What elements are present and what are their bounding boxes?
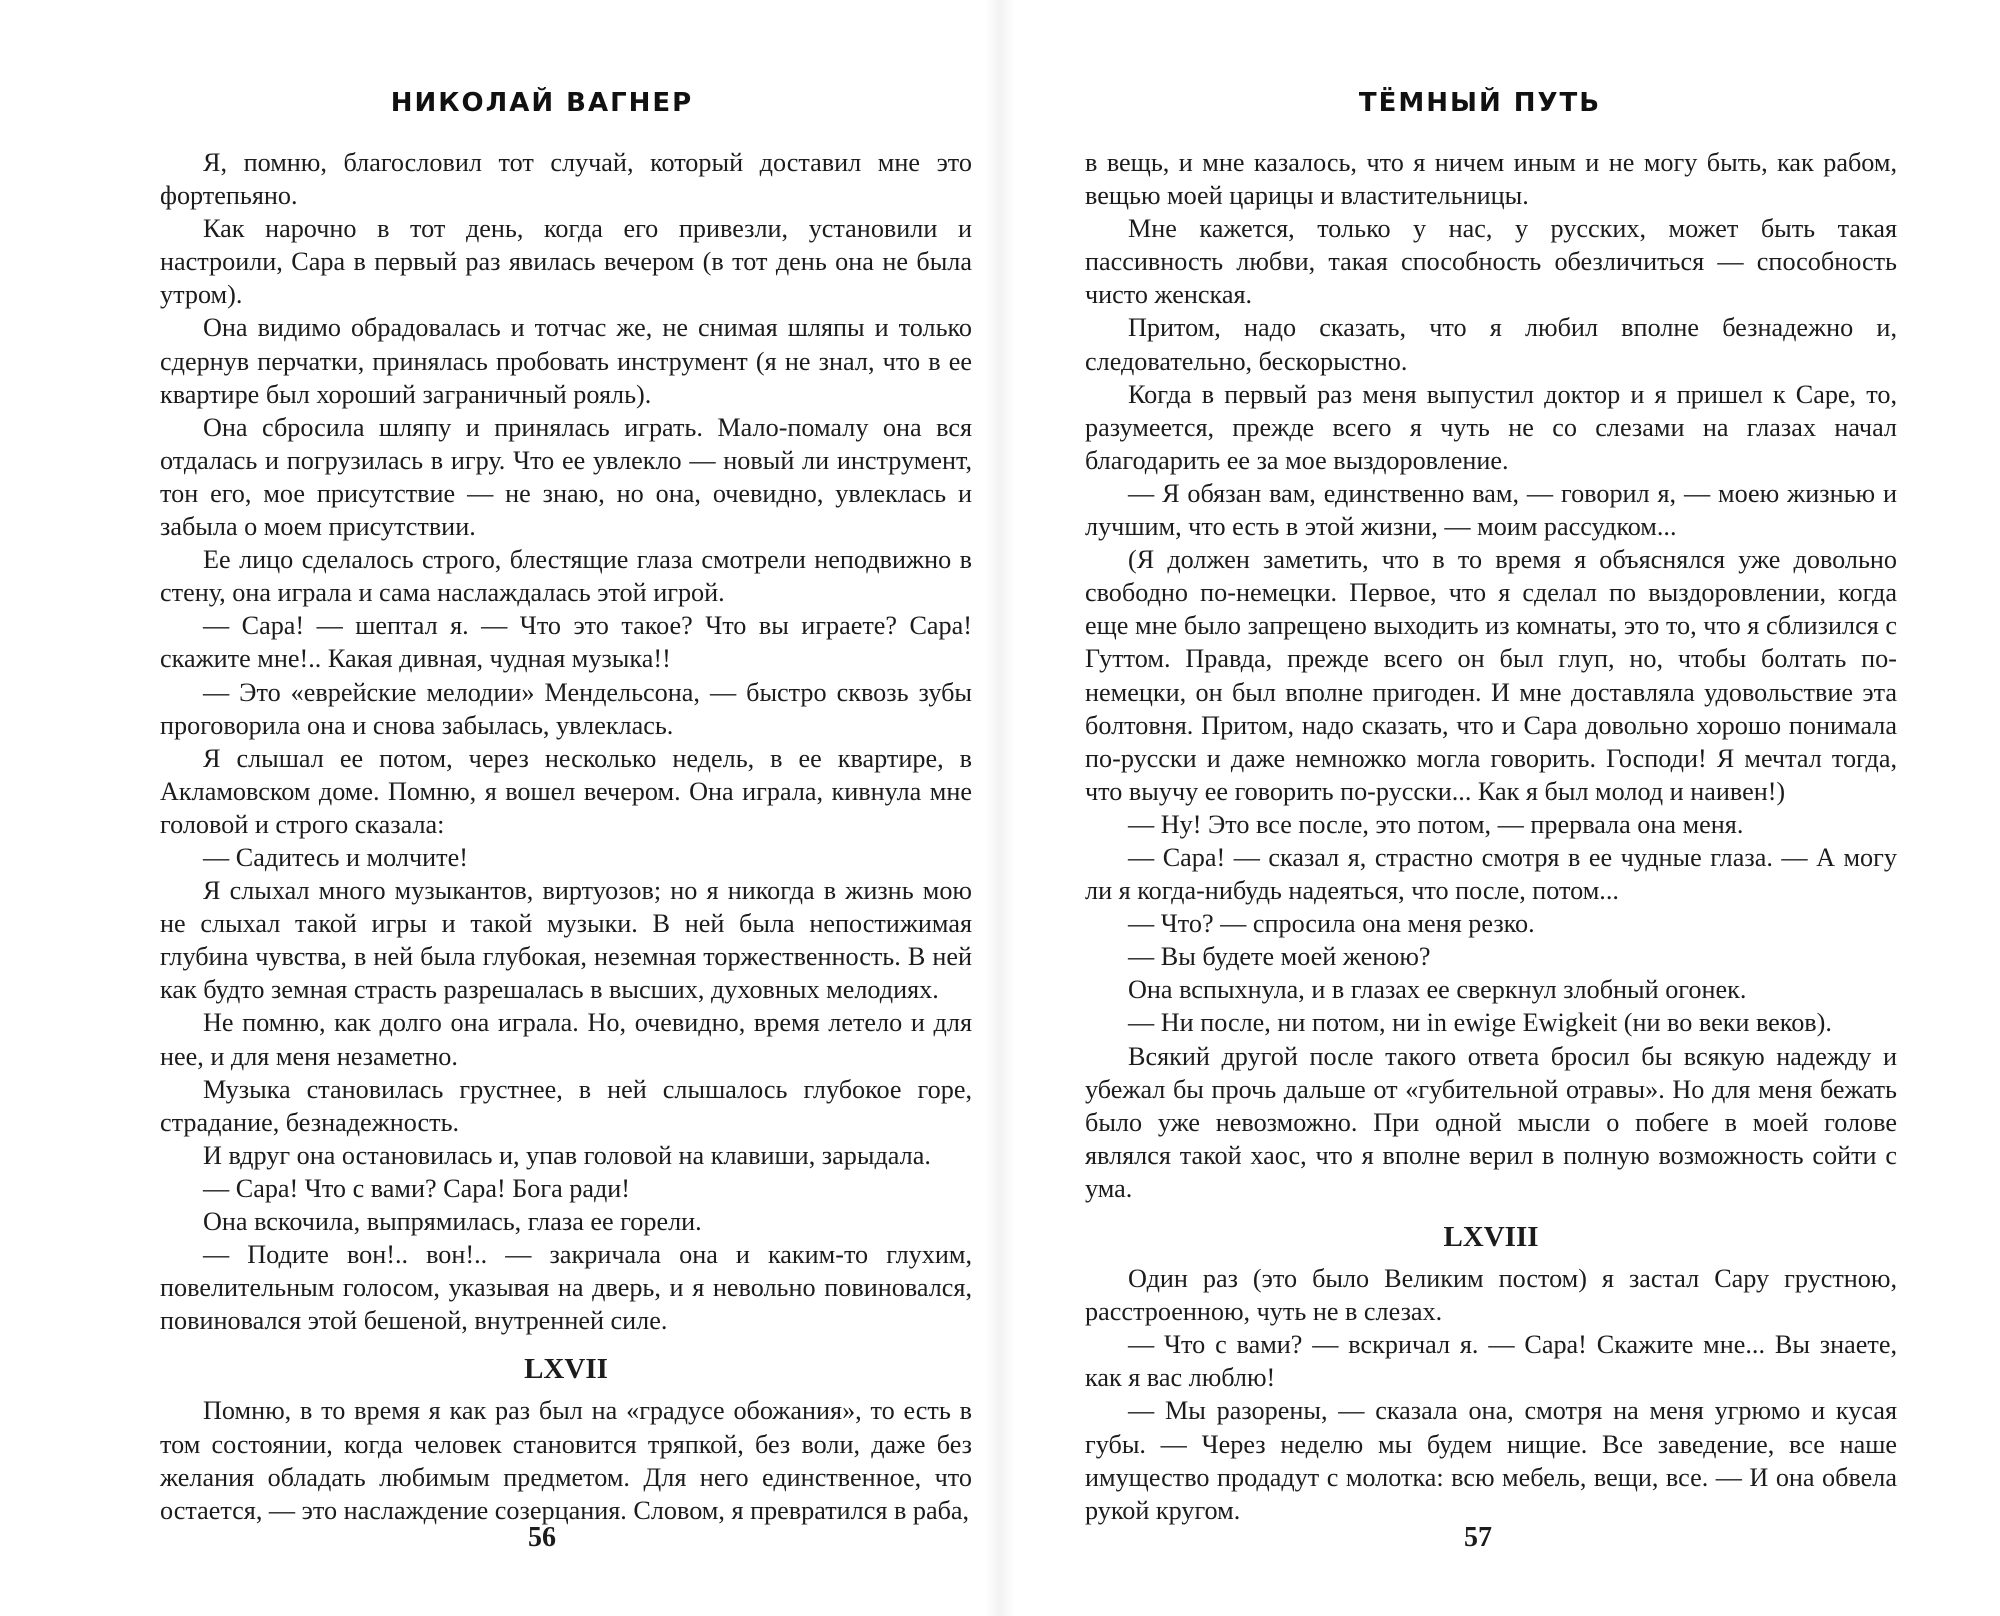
paragraph: И вдруг она остановилась и, упав головой на клавиши, зарыдала. <box>203 1140 931 1170</box>
paragraph: Ее лицо сделалось строго, блестящие глаза смотрели неподвижно в стену, она играла и сама наслаждалась этой игрой. <box>160 545 972 608</box>
paragraph: Музыка становилась грустнее, в ней слышалось глубокое горе, страдание, безнадежность. <box>160 1074 972 1137</box>
paragraph: Мне кажется, только у нас, у русских, может быть такая пассивность любви, такая способность обезличиться — способность чисто женская. <box>1085 214 1897 310</box>
paragraph: — Ни после, ни потом, ни in ewige Ewigkeit (ни во веки веков). <box>1128 1008 1832 1038</box>
left-page-text <box>160 146 972 1527</box>
paragraph: — Подите вон!.. вон!.. — закричала она и каким-то глухим, повелительным голосом, указывая на дверь, и я невольно повиновался, повиновался этой бешеной, внутренней силе. <box>160 1240 972 1336</box>
paragraph: — Сара! — сказал я, страстно смотря в ее чудные глаза. — А могу ли я когда-нибудь надеяться, что после, потом... <box>1085 842 1897 906</box>
page-number: 56 <box>528 1522 556 1553</box>
paragraph: Она вспыхнула, и в глазах ее сверкнул злобный огонек. <box>1128 975 1747 1005</box>
paragraph: — Ну! Это все после, это потом, — прервала она меня. <box>1128 809 1744 839</box>
paragraph: — Сара! — шептал я. — Что это такое? Что вы играете? Сара! скажите мне!.. Какая дивная, чудная музыка!! <box>160 611 972 674</box>
right-page <box>1000 0 2000 1616</box>
paragraph: — Вы будете моей женою? <box>1128 942 1431 972</box>
paragraph: Как нарочно в тот день, когда его привезли, установили и настроили, Сара в первый раз явилась вечером (в тот день она не была утром). <box>160 214 972 310</box>
paragraph: Она сбросила шляпу и принялась играть. Мало-помалу она вся отдалась и погрузилась в игру. Что ее увлекло — новый ли инструмент, тон его, мое присутствие — не знаю, но она, очевидно, увлеклась и забыла о моем присутствии. <box>160 412 972 542</box>
paragraph: (Я должен заметить, что в то время я объяснялся уже довольно свободно по-немецки. Первое, что я сделал по выздоровлении, когда еще мне было запрещено выходить из комнаты, это то, что я сблизился с Гуттом. Правда, прежде всего он был глуп, но, чтобы болтать по-немецки, он был вполне пригоден. И мне доставляла удовольствие эта болтовня. Притом, надо сказать, что и Сара довольно хорошо понимала по-русски и даже немножко могла говорить. Господи! Я мечтал тогда, что выучу ее говорить по-русски... Как я был молод и наивен!) <box>1085 545 1897 806</box>
running-head-author: НИКОЛАЙ ВАГНЕР <box>390 88 694 118</box>
paragraph: Один раз (это было Великим постом) я застал Сару грустною, расстроенною, чуть не в слезах. <box>1085 1264 1897 1327</box>
paragraph: — Что? — спросила она меня резко. <box>1128 909 1535 939</box>
paragraph: Не помню, как долго она играла. Но, очевидно, время летело и для нее, и для меня незаметно. <box>160 1008 972 1071</box>
paragraph: Я слышал ее потом, через несколько недель, в ее квартире, в Акламовском доме. Помню, я вошел вечером. Она играла, кивнула мне головой и строго сказала: <box>160 743 972 839</box>
paragraph: — Я обязан вам, единственно вам, — говорил я, — моею жизнью и лучшим, что есть в этой жизни, — моим рассудком... <box>1085 478 1897 542</box>
paragraph: Когда в первый раз меня выпустил доктор и я пришел к Саре, то, разумеется, прежде всего я чуть не со слезами на глазах начал благодарить ее за мое выздоровление. <box>1085 379 1897 475</box>
paragraph: — Садитесь и молчите! <box>203 842 468 872</box>
paragraph: Всякий другой после такого ответа бросил бы всякую надежду и убежал бы прочь дальше от «губительной отравы». Но для меня бежать было уже невозможно. При одной мысли о побеге в моей голове являлся такой хаос, что я вполне верил в полную возможность сойти с ума. <box>1085 1041 1897 1203</box>
chapter-heading: LXVII <box>524 1353 608 1386</box>
paragraph: — Что с вами? — вскричал я. — Сара! Скажите мне... Вы знаете, как я вас люблю! <box>1085 1330 1897 1393</box>
paragraph: Я, помню, благословил тот случай, который доставил мне это фортепьяно. <box>160 148 972 211</box>
paragraph: — Это «еврейские мелодии» Мендельсона, — быстро сквозь зубы проговорила она и снова забылась, увлеклась. <box>160 677 972 740</box>
paragraph: Она вскочила, выпрямилась, глаза ее горели. <box>203 1207 702 1236</box>
right-page-text <box>1085 146 1897 1527</box>
page-number: 57 <box>1464 1522 1492 1553</box>
paragraph: Я слыхал много музыкантов, виртуозов; но я никогда в жизнь мою не слыхал такой игры и такой музыки. В ней была непостижимая глубина чувства, в ней была глубокая, неземная торжественность. В ней как будто земная страсть разрешалась в высших, духовных мелодиях. <box>160 876 972 1005</box>
paragraph: — Сара! Что с вами? Сара! Бога ради! <box>203 1173 631 1203</box>
paragraph-continuation: в вещь, и мне казалось, что я ничем иным и не могу быть, как рабом, вещью моей царицы и властительницы. <box>1085 148 1897 211</box>
paragraph: Притом, надо сказать, что я любил вполне безнадежно и, следовательно, бескорыстно. <box>1085 313 1897 376</box>
paragraph: — Мы разорены, — сказала она, смотря на меня угрюмо и кусая губы. — Через неделю мы будем нищие. Все заведение, все наше имущество продадут с молотка: всю мебель, вещи, все. — И она обвела рукой кругом. <box>1085 1396 1897 1525</box>
chapter-heading: LXVIII <box>1443 1221 1539 1253</box>
paragraph: Она видимо обрадовалась и тотчас же, не снимая шляпы и только сдернув перчатки, принялась пробовать инструмент (я не знал, что в ее квартире был хороший заграничный рояль). <box>160 313 972 409</box>
running-head-title: ТЁМНЫЙ ПУТЬ <box>1358 88 1602 118</box>
paragraph: Помню, в то время я как раз был на «градусе обожания», то есть в том состоянии, когда человек становится тряпкой, без воли, даже без желания обладать любимым предметом. Для него единственное, что остается, — это наслаждение созерцания. Словом, я превратился в раба, <box>160 1396 972 1525</box>
